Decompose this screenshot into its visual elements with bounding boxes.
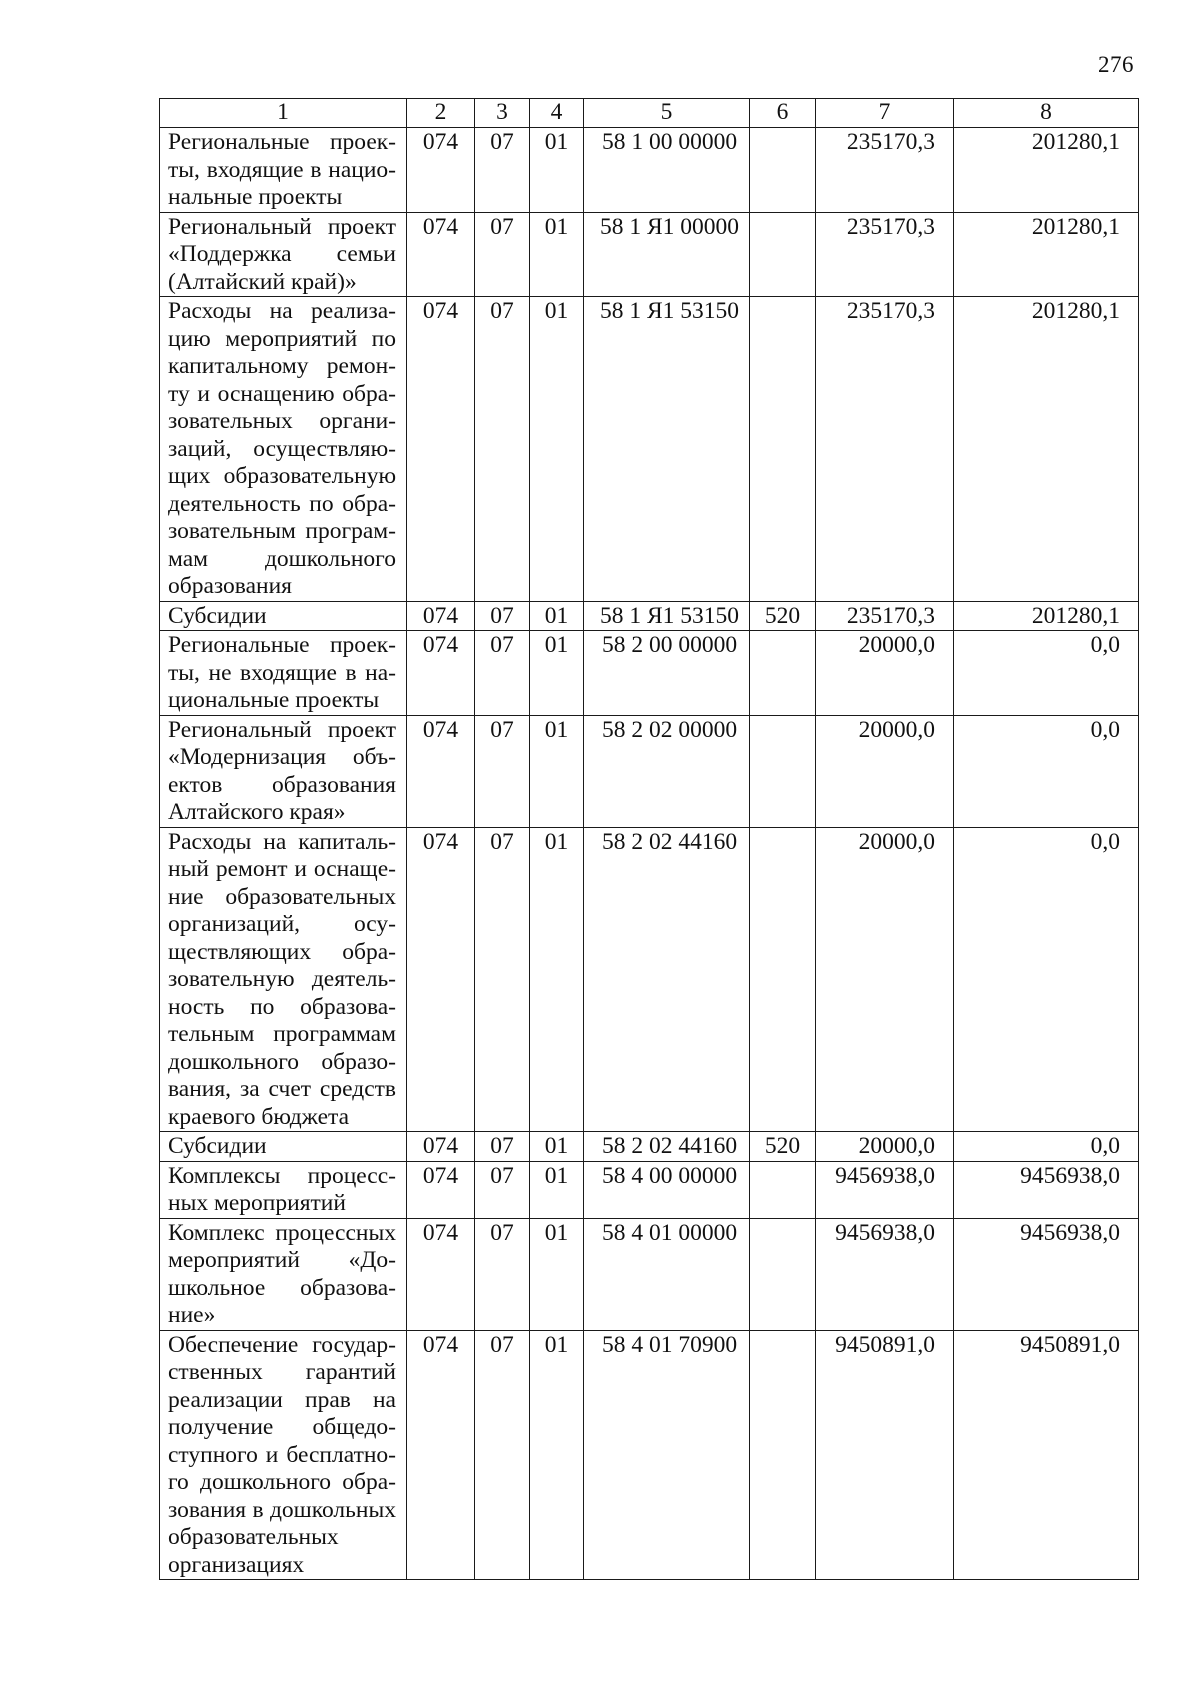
section-cell: 07 bbox=[475, 1218, 530, 1330]
expense-type-cell bbox=[750, 128, 816, 213]
target-article-cell: 58 2 00 00000 bbox=[584, 631, 750, 716]
amount-cell: 201280,1 bbox=[954, 297, 1139, 602]
target-article-cell: 58 2 02 00000 bbox=[584, 715, 750, 827]
row-name-cell: Расходы на реализацию мероприятий по капитальному ремонту и оснащению образовательных организаций, осуществляющих образовательную деятельность по образовательным программам дошкольного образования bbox=[160, 297, 407, 602]
section-cell: 07 bbox=[475, 1330, 530, 1580]
amount-cell: 201280,1 bbox=[954, 601, 1139, 631]
table-row bbox=[160, 827, 1139, 1132]
row-name-cell: Региональный проект «Поддержка семьи (Алтайский край)» bbox=[160, 212, 407, 297]
subsection-cell: 01 bbox=[530, 1161, 584, 1218]
row-name-cell: Расходы на капитальный ремонт и оснащение образовательных организаций, осуществляющих образовательную деятельность по образовательным программам дошкольного образования, за счет средств краевого бюджета bbox=[160, 827, 407, 1132]
column-header: 7 bbox=[816, 99, 954, 128]
table-row bbox=[160, 128, 1139, 213]
expense-type-cell bbox=[750, 212, 816, 297]
section-cell: 07 bbox=[475, 601, 530, 631]
admin-code-cell: 074 bbox=[407, 827, 475, 1132]
header-row bbox=[160, 99, 1139, 128]
target-article-cell: 58 4 01 00000 bbox=[584, 1218, 750, 1330]
expense-type-cell bbox=[750, 631, 816, 716]
row-name-cell: Региональные проекты, не входящие в национальные проекты bbox=[160, 631, 407, 716]
expense-type-cell: 520 bbox=[750, 1132, 816, 1162]
subsection-cell: 01 bbox=[530, 212, 584, 297]
expense-type-cell: 520 bbox=[750, 601, 816, 631]
expense-type-cell bbox=[750, 1218, 816, 1330]
row-name-cell: Субсидии bbox=[160, 1132, 407, 1162]
table-row bbox=[160, 297, 1139, 602]
amount-cell: 235170,3 bbox=[816, 128, 954, 213]
admin-code-cell: 074 bbox=[407, 297, 475, 602]
amount-cell: 9456938,0 bbox=[816, 1161, 954, 1218]
expense-type-cell bbox=[750, 1161, 816, 1218]
amount-cell: 20000,0 bbox=[816, 827, 954, 1132]
amount-cell: 9450891,0 bbox=[816, 1330, 954, 1580]
table-row bbox=[160, 1132, 1139, 1162]
column-header: 4 bbox=[530, 99, 584, 128]
subsection-cell: 01 bbox=[530, 601, 584, 631]
admin-code-cell: 074 bbox=[407, 715, 475, 827]
table-row bbox=[160, 715, 1139, 827]
expense-type-cell bbox=[750, 827, 816, 1132]
amount-cell: 20000,0 bbox=[816, 1132, 954, 1162]
subsection-cell: 01 bbox=[530, 1132, 584, 1162]
subsection-cell: 01 bbox=[530, 297, 584, 602]
column-header: 8 bbox=[954, 99, 1139, 128]
expense-type-cell bbox=[750, 297, 816, 602]
target-article-cell: 58 1 Я1 53150 bbox=[584, 601, 750, 631]
section-cell: 07 bbox=[475, 297, 530, 602]
amount-cell: 0,0 bbox=[954, 715, 1139, 827]
column-header: 5 bbox=[584, 99, 750, 128]
target-article-cell: 58 2 02 44160 bbox=[584, 1132, 750, 1162]
amount-cell: 201280,1 bbox=[954, 128, 1139, 213]
row-name-cell: Обеспечение государственных гарантий реализации прав на получение общедоступного и бесплатного дошкольного образования в дошкольных образовательных организациях bbox=[160, 1330, 407, 1580]
table-row bbox=[160, 1161, 1139, 1218]
row-name-cell: Субсидии bbox=[160, 601, 407, 631]
expense-type-cell bbox=[750, 715, 816, 827]
admin-code-cell: 074 bbox=[407, 128, 475, 213]
row-name-cell: Комплексы процессных мероприятий bbox=[160, 1161, 407, 1218]
section-cell: 07 bbox=[475, 1161, 530, 1218]
amount-cell: 9456938,0 bbox=[816, 1218, 954, 1330]
amount-cell: 201280,1 bbox=[954, 212, 1139, 297]
row-name-cell: Региональный проект «Модернизация объектов образования Алтайского края» bbox=[160, 715, 407, 827]
page-number: 276 bbox=[1098, 52, 1134, 77]
amount-cell: 235170,3 bbox=[816, 212, 954, 297]
amount-cell: 0,0 bbox=[954, 631, 1139, 716]
table-row bbox=[160, 601, 1139, 631]
row-name-cell: Региональные проекты, входящие в национальные проекты bbox=[160, 128, 407, 213]
target-article-cell: 58 1 Я1 53150 bbox=[584, 297, 750, 602]
amount-cell: 9456938,0 bbox=[954, 1161, 1139, 1218]
target-article-cell: 58 4 01 70900 bbox=[584, 1330, 750, 1580]
amount-cell: 235170,3 bbox=[816, 601, 954, 631]
amount-cell: 0,0 bbox=[954, 827, 1139, 1132]
amount-cell: 9456938,0 bbox=[954, 1218, 1139, 1330]
target-article-cell: 58 1 00 00000 bbox=[584, 128, 750, 213]
admin-code-cell: 074 bbox=[407, 1132, 475, 1162]
table-row bbox=[160, 1330, 1139, 1580]
amount-cell: 9450891,0 bbox=[954, 1330, 1139, 1580]
section-cell: 07 bbox=[475, 212, 530, 297]
section-cell: 07 bbox=[475, 827, 530, 1132]
subsection-cell: 01 bbox=[530, 128, 584, 213]
target-article-cell: 58 4 00 00000 bbox=[584, 1161, 750, 1218]
row-name-cell: Комплекс процессных мероприятий «Дошкольное образование» bbox=[160, 1218, 407, 1330]
section-cell: 07 bbox=[475, 128, 530, 213]
column-header: 3 bbox=[475, 99, 530, 128]
expense-type-cell bbox=[750, 1330, 816, 1580]
amount-cell: 20000,0 bbox=[816, 715, 954, 827]
admin-code-cell: 074 bbox=[407, 1330, 475, 1580]
column-header: 2 bbox=[407, 99, 475, 128]
admin-code-cell: 074 bbox=[407, 1161, 475, 1218]
subsection-cell: 01 bbox=[530, 1330, 584, 1580]
amount-cell: 0,0 bbox=[954, 1132, 1139, 1162]
budget-table bbox=[159, 98, 1139, 1580]
admin-code-cell: 074 bbox=[407, 212, 475, 297]
table-body bbox=[160, 128, 1139, 1580]
admin-code-cell: 074 bbox=[407, 601, 475, 631]
admin-code-cell: 074 bbox=[407, 1218, 475, 1330]
section-cell: 07 bbox=[475, 631, 530, 716]
subsection-cell: 01 bbox=[530, 1218, 584, 1330]
subsection-cell: 01 bbox=[530, 631, 584, 716]
target-article-cell: 58 2 02 44160 bbox=[584, 827, 750, 1132]
target-article-cell: 58 1 Я1 00000 bbox=[584, 212, 750, 297]
subsection-cell: 01 bbox=[530, 827, 584, 1132]
table-row bbox=[160, 631, 1139, 716]
amount-cell: 235170,3 bbox=[816, 297, 954, 602]
admin-code-cell: 074 bbox=[407, 631, 475, 716]
column-header: 6 bbox=[750, 99, 816, 128]
table-row bbox=[160, 1218, 1139, 1330]
column-header: 1 bbox=[160, 99, 407, 128]
subsection-cell: 01 bbox=[530, 715, 584, 827]
section-cell: 07 bbox=[475, 715, 530, 827]
table-row bbox=[160, 212, 1139, 297]
amount-cell: 20000,0 bbox=[816, 631, 954, 716]
section-cell: 07 bbox=[475, 1132, 530, 1162]
